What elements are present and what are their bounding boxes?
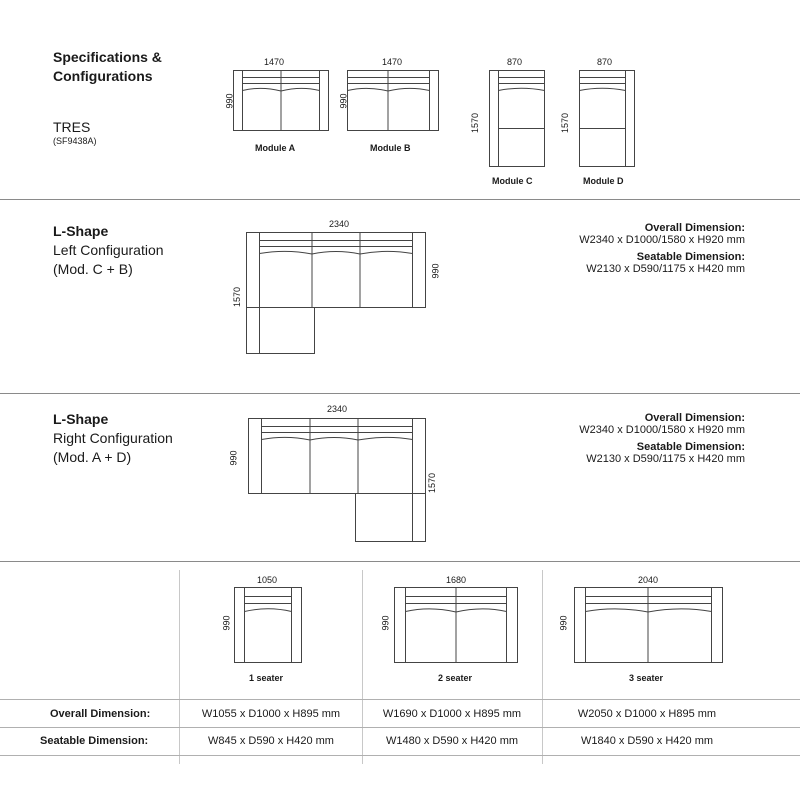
seater-1-width-label: 1050 xyxy=(257,575,278,585)
divider xyxy=(0,199,800,200)
module-c-width-label: 870 xyxy=(507,57,523,67)
right-config-subtitle2: (Mod. A + D) xyxy=(53,449,132,465)
right-config-subtitle1: Right Configuration xyxy=(53,430,173,446)
left-config-title: L-Shape xyxy=(53,223,109,239)
left-config-title-block xyxy=(53,222,164,279)
table-rule xyxy=(0,755,800,756)
module-b-depth-label: 990 xyxy=(338,93,349,109)
left-config-specs xyxy=(520,222,745,275)
seater-3-drawing xyxy=(574,587,723,663)
module-b-drawing xyxy=(347,70,439,132)
left-config-overall-value: W2340 x D1000/1580 x H920 mm xyxy=(579,234,745,246)
seater-3-overall: W2050 x D1000 x H895 mm xyxy=(577,708,717,720)
module-d-depth-label: 1570 xyxy=(560,112,571,134)
right-config-right-depth-label: 1570 xyxy=(427,472,438,494)
left-config-overall-label: Overall Dimension: xyxy=(644,222,745,234)
right-config-specs xyxy=(520,412,745,465)
module-d-width-label: 870 xyxy=(597,57,613,67)
right-config-overall-label: Overall Dimension: xyxy=(644,412,745,424)
table-row-label-seatable: Seatable Dimension: xyxy=(40,735,149,747)
table-row-label-overall: Overall Dimension: xyxy=(50,708,151,720)
right-config-drawing xyxy=(248,418,426,542)
module-a-depth-label: 990 xyxy=(224,93,235,109)
right-config-seatable-value: W2130 x D590/1175 x H420 mm xyxy=(586,453,745,465)
module-c-depth-label: 1570 xyxy=(470,112,481,134)
module-d-drawing xyxy=(579,70,635,167)
module-a-caption: Module A xyxy=(255,143,296,153)
module-c-drawing xyxy=(489,70,545,167)
seater-1-caption: 1 seater xyxy=(249,673,284,683)
seater-2-overall: W1690 x D1000 x H895 mm xyxy=(382,708,522,720)
seater-2-caption: 2 seater xyxy=(438,673,473,683)
left-config-width-label: 2340 xyxy=(329,219,350,229)
page-title-line2: Configurations xyxy=(53,68,153,84)
right-config-title: L-Shape xyxy=(53,411,109,427)
seater-1-overall: W1055 x D1000 x H895 mm xyxy=(201,708,341,720)
seater-2-seatable: W1480 x D590 x H420 mm xyxy=(385,735,519,747)
seater-2-depth-label: 990 xyxy=(380,615,391,631)
left-config-seatable-label: Seatable Dimension: xyxy=(636,251,745,263)
seater-2-drawing xyxy=(394,587,518,663)
left-config-right-depth-label: 990 xyxy=(430,263,441,279)
divider xyxy=(0,393,800,394)
table-rule xyxy=(0,699,800,700)
left-config-drawing xyxy=(246,232,426,354)
right-config-left-depth-label: 990 xyxy=(228,450,239,466)
seater-3-width-label: 2040 xyxy=(638,575,659,585)
seater-3-caption: 3 seater xyxy=(629,673,664,683)
seater-3-seatable: W1840 x D590 x H420 mm xyxy=(580,735,714,747)
page-title-line1: Specifications & xyxy=(53,49,162,65)
module-b-width-label: 1470 xyxy=(382,57,403,67)
right-config-overall-value: W2340 x D1000/1580 x H920 mm xyxy=(579,424,745,436)
page-title xyxy=(53,48,162,86)
left-config-subtitle2: (Mod. C + B) xyxy=(53,261,133,277)
left-config-left-depth-label: 1570 xyxy=(232,286,243,308)
seater-1-depth-label: 990 xyxy=(221,615,232,631)
module-c-caption: Module C xyxy=(492,176,533,186)
left-config-subtitle1: Left Configuration xyxy=(53,242,164,258)
product-code: (SF9438A) xyxy=(53,136,97,146)
module-a-width-label: 1470 xyxy=(264,57,285,67)
seater-1-seatable: W845 x D590 x H420 mm xyxy=(208,735,334,747)
right-config-width-label: 2340 xyxy=(327,404,348,414)
product-name: TRES xyxy=(53,119,91,135)
seater-1-drawing xyxy=(234,587,302,663)
right-config-seatable-label: Seatable Dimension: xyxy=(636,441,745,453)
right-config-title-block xyxy=(53,410,173,467)
divider xyxy=(0,561,800,562)
module-a-drawing xyxy=(233,70,329,132)
seater-2-width-label: 1680 xyxy=(446,575,467,585)
left-config-seatable-value: W2130 x D590/1175 x H420 mm xyxy=(586,263,745,275)
module-b-caption: Module B xyxy=(370,143,411,153)
table-rule xyxy=(0,727,800,728)
module-d-caption: Module D xyxy=(583,176,624,186)
seater-3-depth-label: 990 xyxy=(558,615,569,631)
